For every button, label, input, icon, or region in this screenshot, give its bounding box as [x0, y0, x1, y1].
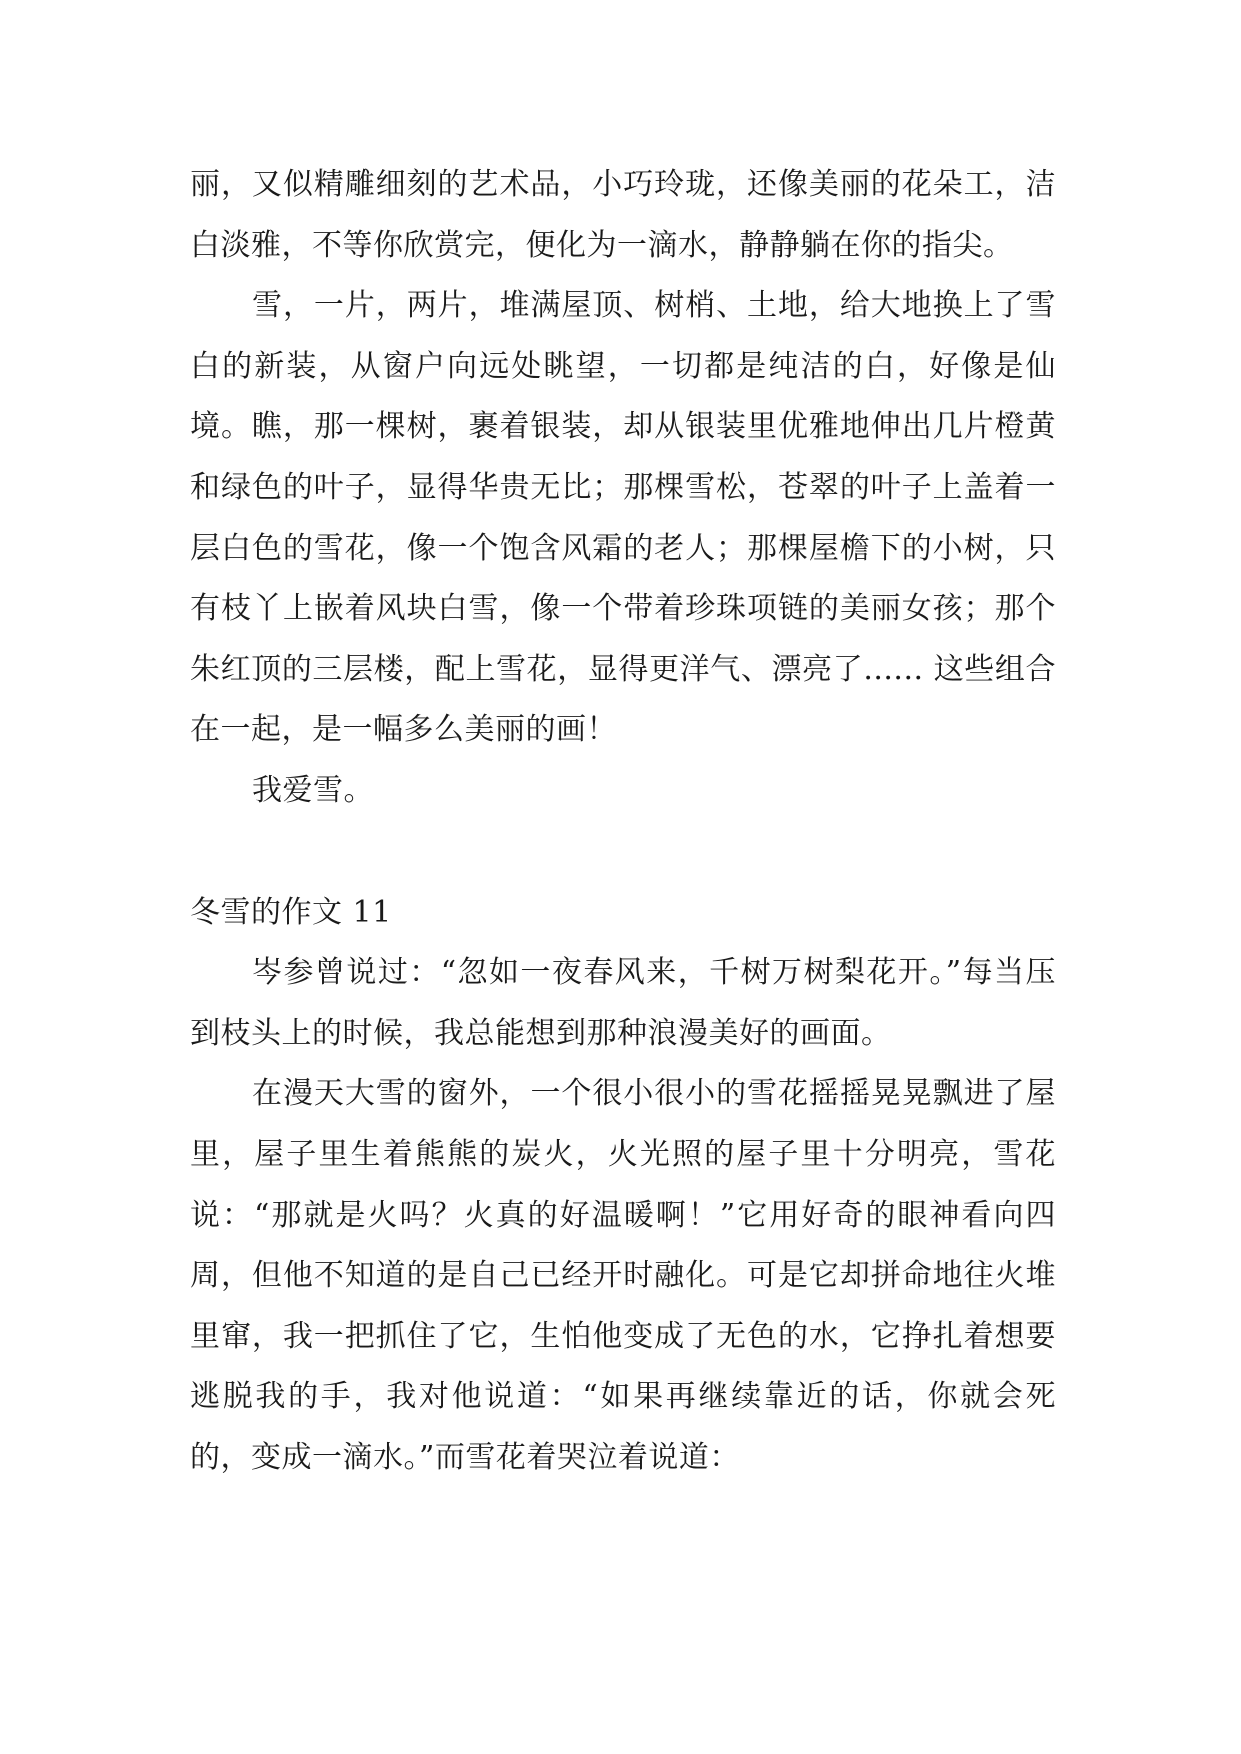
paragraph-continued: 丽，又似精雕细刻的艺术品，小巧玲珑，还像美丽的花朵工，洁白淡雅，不等你欣赏完，便化为一滴水，静静躺在你的指尖。 — [190, 167, 1056, 263]
essay-section-1 — [190, 155, 1056, 822]
essay-title: 冬雪的作文 11 — [190, 894, 392, 930]
paragraph-cen-shen-quote: 岑参曾说过：“忽如一夜春风来，千树万树梨花开。”每当压到枝头上的时候，我总能想到那种浪漫美好的画面。 — [190, 955, 1056, 1051]
paragraph-snow-scenery: 雪，一片，两片，堆满屋顶、树梢、土地，给大地换上了雪白的新装，从窗户向远处眺望，一切都是纯洁的白，好像是仙境。瞧，那一棵树，裹着银装，却从银装里优雅地伸出几片橙黄和绿色的叶子，显得华贵无比；那棵雪松，苍翠的叶子上盖着一层白色的雪花，像一个饱含风霜的老人；那棵屋檐下的小树，只有枝丫上嵌着风块白雪，像一个带着珍珠项链的美丽女孩；那个朱红顶的三层楼，配上雪花，显得更洋气、漂亮了...... 这些组合在一起，是一幅多么美丽的画！ — [190, 288, 1056, 748]
essay-section-2 — [190, 883, 1056, 1489]
section-gap — [190, 822, 1056, 883]
document-page — [190, 155, 1056, 1488]
paragraph-snowflake-story: 在漫天大雪的窗外，一个很小很小的雪花摇摇晃晃飘进了屋里，屋子里生着熊熊的炭火，火光照的屋子里十分明亮，雪花说：“那就是火吗？火真的好温暖啊！”它用好奇的眼神看向四周，但他不知道的是自己已经开时融化。可是它却拼命地往火堆里窜，我一把抓住了它，生怕他变成了无色的水，它挣扎着想要逃脱我的手，我对他说道：“如果再继续靠近的话，你就会死的，变成一滴水。”而雪花着哭泣着说道： — [190, 1076, 1056, 1475]
paragraph-i-love-snow: 我爱雪。 — [252, 772, 374, 808]
